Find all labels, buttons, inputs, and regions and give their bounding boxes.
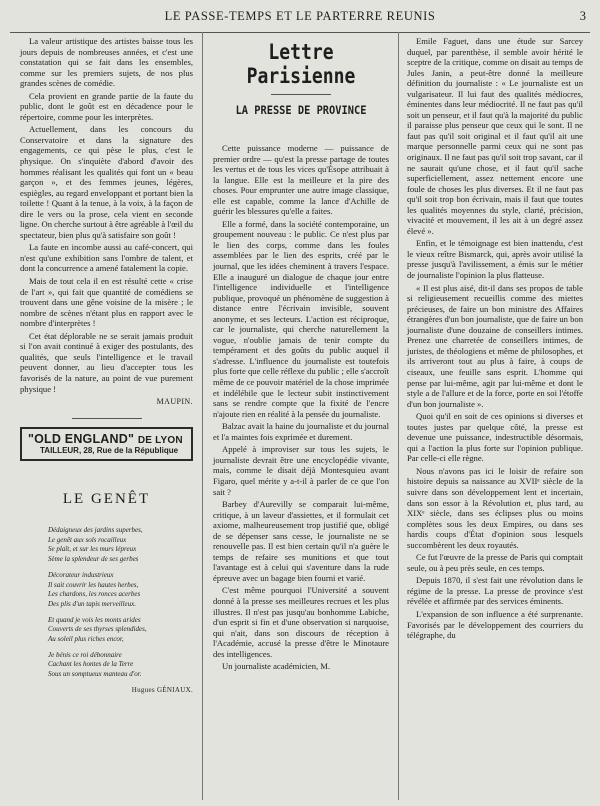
- paragraph: Appelé à improviser sur tous les sujets, le journaliste devrait être une encyclopédie vivante, mais, comme le disait déjà Montesquieu avant Figaro, quel mérite y a-t-il à parler de ce que l'on sait ?: [213, 444, 389, 497]
- paragraph: Elle a formé, dans la société contemporaine, un groupement nouveau : le public. Ce n'est plus par le lien des corps, comme dans les foules assemblées par le lien des esprits, créé par le journal, que les idées cheminent à travers l'espace. Elle a inauguré un dialogue de chaque jour entre l'intelligence individuelle et l'intelligence publique, provoqué un phénomène de suggestion à distance entre l'écrivain invisible, souvent anonyme, et ses lecteurs. L'action est réciproque, car le journaliste, qui cherche naturellement la vogue, n'oublie jamais de tenir compte du tempérament et des goûts du public auquel il s'adresse. L'influence du journaliste est toutefois plus forte que celle réflexe du public ; elle s'accroît même de ce pouvoir matériel de la chose imprimée et indélébile que le lecteur subit instinctivement sans se rendre compte que la fixité de l'encre n'ajoute rien en réalité à la pensée du journaliste.: [213, 218, 389, 419]
- paragraph: Ce fut l'œuvre de la presse de Paris qui comptait seule, ou à peu près seule, en ces temps.: [407, 552, 583, 573]
- middle-article: [213, 143, 389, 672]
- paragraph: Mais de tout cela il en est résulté cette « crise de l'art », qui fait que quantité de comédiens se trouvent dans une gêne voisine de la misère ; le nombre de scènes n'étant plus en rapport avec le nombre d'interprètes !: [20, 276, 193, 329]
- paragraph: Cela provient en grande partie de la faute du public, dont le goût est en décadence pour le répertoire, comme pour les interprètes.: [20, 90, 193, 122]
- paragraph: Balzac avait la haine du journaliste et du journal et l'a maintes fois exprimée et durement.: [213, 421, 389, 442]
- paragraph: Emile Faguet, dans une étude sur Sarcey duquel, par parenthèse, il semble avoir hérité le sceptre de la critique, comme on disait au temps de Jules Janin, a peut-être donné la meilleure définition du journaliste : « Le journaliste est un vulgarisateur. Il lui faut des qualités médiocres, éminentes dans leur médiocrité. Il ne faut pas qu'il soit un penseur, et il faut qu'à la majorité du public il paraisse plus penseur que ceux qui le sont. Il ne faut pas qu'il soit original et il faut qu'il ait une marque personnelle parmi ceux qui ne sont pas originaux. Il ne faut pas qu'il soit trop savant, car il ne saurait qu'une chose, et il faut qu'il sache superficiellement, assez nettement encore une foule de choses les plus diverses. Et il ne faut pas qu'il soit trop bon écrivain, mais il faut que toutes les qualités moyennes du style, clarté, précision, vivacité et mouvement, il les ait à un degré assez élevé ».: [407, 36, 583, 236]
- article-signature: MAUPIN.: [156, 397, 193, 407]
- poem-line: Je bénis ce roi débonnaire: [48, 650, 122, 659]
- paragraph: Nous n'avons pas ici le loisir de refaire son histoire depuis sa naissance au XVIIᵉ siècle de la suivre dans son développement lent et incertain, dans son essor à la Révolution et, plus tard, au XIXᵉ siècle, dans ses éclipses plus ou moins complètes sous les deux Empires, ou dans ses hardis coups d'État d'opinion sous lesquels succombèrent les deux royautés.: [407, 465, 583, 550]
- poem-line: Au soleil plus riches encor,: [48, 635, 124, 644]
- poem-line: Cachant les hontes de la Terre: [48, 660, 134, 669]
- poem-line: Et quand je vois les monts arides: [48, 615, 141, 624]
- ad-address: TAILLEUR, 28, Rue de la République: [40, 446, 179, 456]
- poem-line: Dédaigneux des jardins superbes,: [48, 526, 143, 535]
- ad-brand-suffix: DE LYON: [137, 435, 183, 447]
- poem-line: Sous un somptueux manteau d'or.: [48, 670, 142, 679]
- paragraph: « Il est plus aisé, dit-il dans ses propos de table si religieusement recueillis comme des miettes précieuses, de faire un bon ministre des Affaires étrangères d'un bon journaliste, que de faire un bon journaliste d'une douzaine de conseillers intimes. Prenez une charretée de conseillers intimes, de juristes, de théologiens et même de philosophes, et ils arriveront tout au plus à faire, à coups de ciseaux, une feuille sans esprit. L'homme qui pense par lui-même, agit par lui-même et dont le style a de l'allure et de la force, porte en soi l'étoffe d'un bon journaliste ».: [407, 282, 583, 409]
- poem-line: Couverts de ses thyrses splendides,: [48, 625, 147, 634]
- paragraph: La faute en incombe aussi au café-concert, qui n'est qu'une exhibition sans l'ombre de talent, et dont la concurrence a amené fatalement la copie.: [20, 242, 193, 274]
- paragraph: Barbey d'Aurevilly se comparait lui-même, critique, à un laveur d'assiettes, et il formulait cet axiome, malheureusement trop justifié que, obligé de se dépenser sans cesse, le journaliste ne se renouvelle pas. Il est bien certain qu'il n'a guère le temps de refaire ses munitions et que tout l'avantage est à celui qui s'aventure dans la rude épreuve avec un bagage bien fourni et varié.: [213, 499, 389, 583]
- title-rule: [271, 94, 331, 95]
- paragraph: La valeur artistique des artistes baisse tous les jours depuis de nombreuses années, et c'est une constatation qui se fait dans les ensembles, comme sur les premiers sujets, de nos plus grandes scènes de comédie.: [20, 36, 193, 89]
- left-article: [20, 36, 193, 394]
- paragraph: L'expansion de son influence a été surprenante. Favorisés par le développement des courriers du télégraphe, du: [407, 608, 583, 641]
- poem-line: Décorateur industrieux: [48, 570, 114, 579]
- poem-line: Se plaît, et sur les murs lépreux: [48, 545, 137, 554]
- paragraph: Depuis 1870, il s'est fait une révolution dans le régime de la presse. La presse de province s'est révélée et affirmée par des services éminents.: [407, 575, 583, 607]
- paragraph: Cette puissance moderne — puissance de premier ordre — qu'est la presse partage de toutes les vertus et de tous les vices qu'Ésope attribuait à la langue. Elle est la meilleure et la pire des choses. Pour emprunter une autre image classique, elle est capable, comme la lance d'Achille de guérir les blessures qu'elle a faites.: [213, 143, 389, 217]
- paragraph: Cet état déplorable ne se serait jamais produit si l'on avait continué à exiger des postulants, des qualités, que seuls l'intelligence et le travail peuvent donner, au lieu d'accepter tous les favorisés de la nature, au point de vue purement physique !: [20, 330, 193, 394]
- poem-line: Le genêt aux sols rocailleux: [48, 535, 127, 544]
- poem-line: Il sait couvrir les hautes herbes,: [48, 580, 139, 589]
- paragraph: Quoi qu'il en soit de ces opinions si diverses et toutes justes par quelque côté, la presse est devenue une puissance, indestructible désormais, qui a l'action la plus forte sur l'opinion publique. Par celle-ci elle règne.: [407, 411, 583, 464]
- paragraph: C'est même pourquoi l'Université a souvent donné à la presse ses meilleures recrues et les plus illustres. Il n'est pas jusqu'au bonhomme Labiche, d'un esprit si fin et d'une observation si narquoise, qui n'ait, dans son discours de réception à l'Académie, accusé la presse d'être le Minotaure des intelligences.: [213, 585, 389, 659]
- page-header: [0, 6, 600, 28]
- poem-line: Sème la splendeur de ses gerbes: [48, 555, 139, 564]
- poem-author: Hugues GÉNIAUX.: [131, 685, 193, 694]
- article-title: Lettre Parisienne: [246, 40, 356, 88]
- poem-body: [20, 526, 193, 680]
- paragraph: Actuellement, dans les concours du Conservatoire et dans la signature des engagements, ce qui pèse le plus, c'est le physique. On s'inquiète d'abord d'avoir des hommes réalisant les qualités qui font un « beau garçon », et des femmes jeunes, légères, espiègles, au regard enveloppant et portant bien la toilette ! Quant à la tenue, à la voix, à la façon de dire le vers ou la prose, cela vient en seconde ligne. On cherche surtout à être agréable à l'œil du spectateur, bien plus qu'à satisfaire son goût !: [20, 124, 193, 240]
- poem-title: LE GENÊT: [62, 491, 151, 508]
- right-column: [407, 36, 583, 643]
- article-subtitle: LA PRESSE DE PROVINCE: [235, 103, 367, 117]
- paragraph: Enfin, et le témoignage est bien inattendu, c'est le vieux reître Bismarck, qui, après avoir utilisé la presse jusqu'à l'avilissement, a émis sur le métier de journaliste l'opinion la plus flatteuse.: [407, 238, 583, 281]
- poem-stanza: [48, 571, 193, 610]
- newspaper-title: LE PASSE-TEMPS ET LE PARTERRE REUNIS: [164, 9, 436, 23]
- section-rule: [72, 418, 142, 419]
- ad-brand: "OLD ENGLAND": [28, 432, 135, 447]
- poem-line: Les chardons, les ronces acerbes: [48, 590, 141, 599]
- advertisement: [20, 427, 193, 461]
- poem-stanza: [48, 651, 193, 680]
- column-divider: [398, 32, 399, 800]
- page-number: 3: [579, 9, 586, 23]
- middle-column: [213, 36, 389, 674]
- poem-line: Des plis d'un tapis merveilleux.: [48, 599, 137, 608]
- poem-stanza: [48, 526, 193, 565]
- left-column: [20, 36, 193, 694]
- column-divider: [202, 32, 203, 800]
- header-rule: [10, 32, 590, 33]
- poem-stanza: [48, 616, 193, 645]
- right-article: [407, 36, 583, 641]
- paragraph: Un journaliste académicien, M.: [222, 661, 331, 672]
